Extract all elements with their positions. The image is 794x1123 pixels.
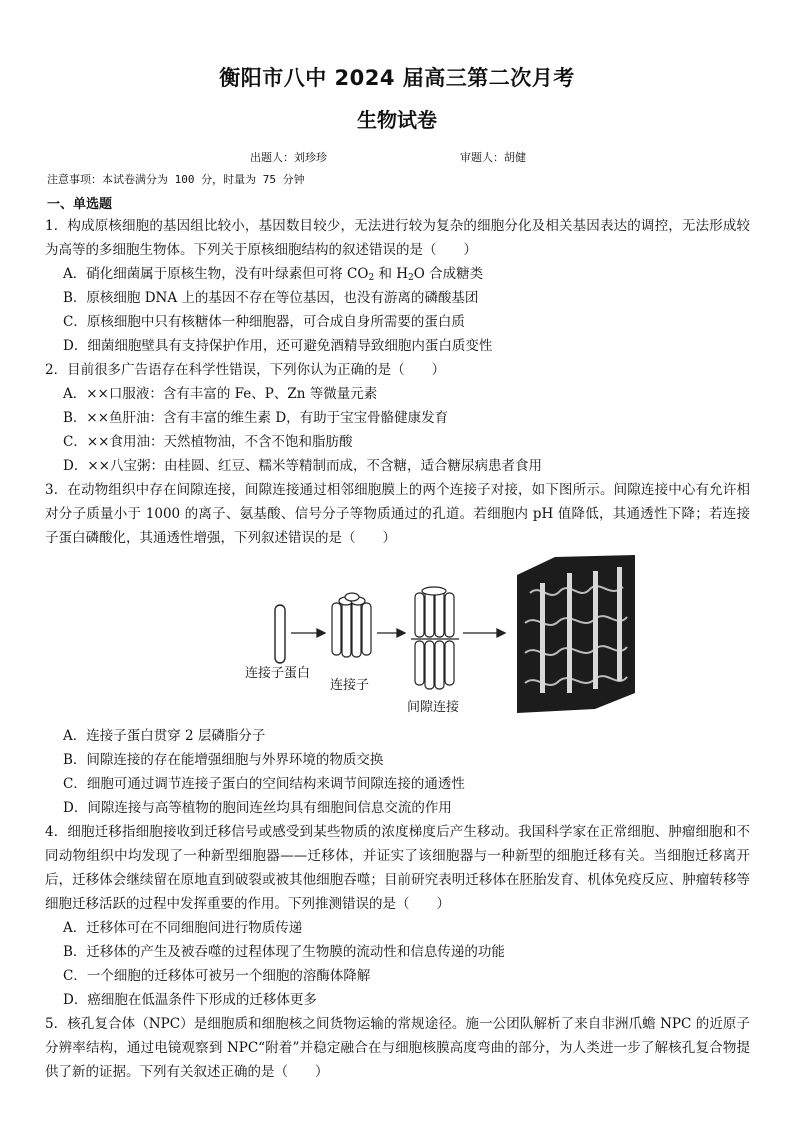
arrow-2 — [377, 629, 405, 637]
arrow-3 — [463, 629, 505, 637]
question-2-option-d: D．××八宝粥：由桂圆、红豆、糯米等精制而成，不含糖，适合糖尿病患者食用 — [63, 458, 542, 474]
question-3-stem: 3．在动物组织中存在间隙连接，间隙连接通过相邻细胞膜上的两个连接子对接，如下图所示。间隙连接中心有允许相对分子质量小于 1000 的离子、氨基酸、信号分子等物质通过的孔道。若细胞内 pH 值降低，其通透性下降；若连接子蛋白磷酸化，其通透性增强，下列叙述错误的是（ ） — [45, 482, 750, 546]
question-2-option-a: A．××口服液：含有丰富的 Fe、P、Zn 等微量元素 — [63, 386, 378, 402]
question-4-option-c: C．一个细胞的迁移体可被另一个细胞的溶酶体降解 — [63, 968, 371, 984]
gap-junction-diagram — [195, 553, 645, 719]
question-4-option-d: D．癌细胞在低温条件下形成的迁移体更多 — [63, 992, 317, 1008]
question-2-option-b: B．××鱼肝油：含有丰富的维生素 D，有助于宝宝骨骼健康发育 — [63, 410, 449, 426]
question-4-option-b: B．迁移体的产生及被吞噬的过程体现了生物膜的流动性和信息传递的功能 — [63, 944, 505, 960]
question-1-option-b: B．原核细胞 DNA 上的基因不存在等位基因，也没有游离的磷酸基团 — [63, 290, 479, 306]
gap-junction-figure — [45, 553, 750, 721]
question-reviewer: 审题人：胡健 — [460, 151, 526, 164]
question-5-stem: 5．核孔复合体（NPC）是细胞质和细胞核之间货物运输的常规途径。施一公团队解析了来自非洲爪蟾 NPC 的近原子分辨率结构，通过电镜观察到 NPC“附着”并稳定融合在与细胞核膜高度弯曲的部分，为人类进一步了解核孔复合物提供了新的证据。下列有关叙述正确的是（ ） — [45, 1016, 750, 1080]
membrane-junction-block-drawing — [517, 555, 635, 713]
questions-list — [45, 214, 750, 1084]
connexin-protein-drawing — [275, 605, 285, 663]
question-4-option-a: A．迁移体可在不同细胞间进行物质传递 — [63, 920, 303, 936]
question-3-option-b: B．间隙连接的存在能增强细胞与外界环境的物质交换 — [63, 752, 384, 768]
exam-title: 衡阳市八中 2024 届高三第二次月考 — [219, 66, 575, 90]
connexon-drawing — [332, 593, 371, 657]
label-connexon: 连接子 — [330, 678, 370, 693]
arrow-1 — [291, 629, 325, 637]
question-3-option-a: A．连接子蛋白贯穿 2 层磷脂分子 — [63, 728, 266, 744]
question-3-option-c: C．细胞可通过调节连接子蛋白的空间结构来调节间隙连接的通透性 — [63, 776, 465, 792]
label-connexin: 连接子蛋白 — [245, 666, 311, 681]
gap-junction-drawing — [411, 587, 459, 689]
question-2-stem: 2．目前很多广告语存在科学性错误，下列你认为正确的是（ ） — [45, 362, 446, 378]
question-3-option-d: D．间隙连接与高等植物的胞间连丝均具有细胞间信息交流的作用 — [63, 800, 452, 816]
section-heading: 一、单选题 — [47, 197, 113, 212]
question-2-option-c: C．××食用油：天然植物油，不含不饱和脂肪酸 — [63, 434, 353, 450]
question-4-stem: 4．细胞迁移指细胞接收到迁移信号或感受到某些物质的浓度梯度后产生移动。我国科学家在正常细胞、肿瘤细胞和不同动物组织中均发现了一种新型细胞器——迁移体，并证实了该细胞器与一种新型的细胞迁移有关。当细胞迁移离开后，迁移体会继续留在原地直到破裂或被其他细胞吞噬；目前研究表明迁移体在胚胎发育、机体免疫反应、肿瘤转移等细胞迁移活跃的过程中发挥重要的作用。下列推测错误的是（ ） — [45, 824, 750, 912]
exam-notice: 注意事项：本试卷满分为 100 分，时量为 75 分钟 — [47, 173, 305, 186]
question-1-option-d: D．细菌细胞壁具有支持保护作用，还可避免酒精导致细胞内蛋白质变性 — [63, 338, 493, 354]
question-1-option-c: C．原核细胞中只有核糖体一种细胞器，可合成自身所需要的蛋白质 — [63, 314, 465, 330]
question-1-option-a: A．硝化细菌属于原核生物，没有叶绿素但可将 $CO_2$ 和 $H_2O$ 合成糖类 — [63, 266, 484, 283]
question-1-stem: 1．构成原核细胞的基因组比较小，基因数目较少，无法进行较为复杂的细胞分化及相关基因表达的调控，无法形成较为高等的多细胞生物体。下列关于原核细胞结构的叙述错误的是（ ） — [45, 218, 750, 258]
exam-subject: 生物试卷 — [357, 108, 437, 132]
question-author: 出题人：刘珍珍 — [250, 151, 327, 164]
label-gap-junction: 间隙连接 — [407, 700, 460, 715]
